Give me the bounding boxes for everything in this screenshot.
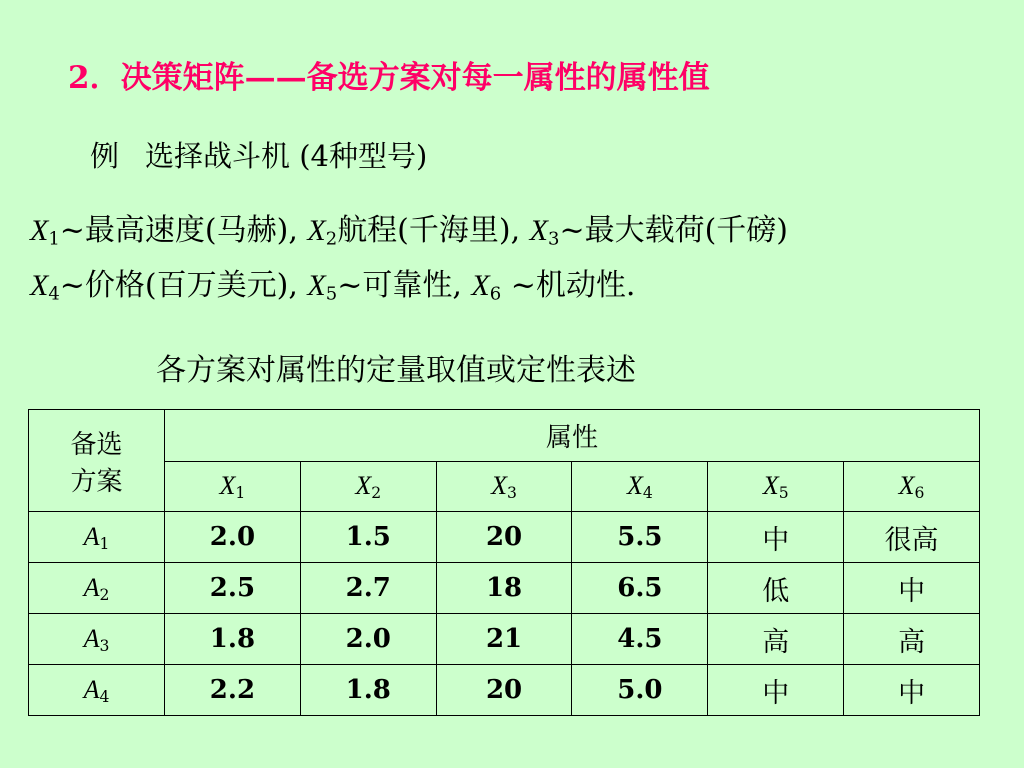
table-cell: 2.0 bbox=[165, 512, 301, 563]
table-caption: 各方案对属性的定量取值或定性表述 bbox=[156, 353, 636, 388]
table-cell: 5.0 bbox=[572, 665, 708, 716]
table-cell: 4.5 bbox=[572, 614, 708, 665]
attr-def-x3: $X_3\sim$最大载荷(千磅) bbox=[529, 213, 788, 250]
row-header-a4: $A_4$ bbox=[29, 665, 165, 716]
table-cell: 很高 bbox=[844, 512, 980, 563]
table-cell: 2.2 bbox=[165, 665, 301, 716]
example-text: 选择战斗机 (4种型号) bbox=[145, 139, 428, 173]
column-header-x2: $X_2$ bbox=[300, 462, 436, 512]
table-cell: 低 bbox=[708, 563, 844, 614]
column-header-x3: $X_3$ bbox=[436, 462, 572, 512]
example-label: 例 bbox=[90, 139, 120, 173]
decision-matrix-table-container bbox=[28, 409, 980, 716]
example-line bbox=[90, 134, 427, 175]
column-header-x4: $X_4$ bbox=[572, 462, 708, 512]
table-row bbox=[29, 665, 980, 716]
slide-title: 2．决策矩阵——备选方案对每一属性的属性值 bbox=[68, 60, 710, 96]
table-cell: 21 bbox=[436, 614, 572, 665]
row-header-a3: $A_3$ bbox=[29, 614, 165, 665]
attr-def-x2: $X_2$航程(千海里), bbox=[307, 213, 530, 250]
table-cell: 1.8 bbox=[300, 665, 436, 716]
corner-header bbox=[29, 410, 165, 512]
table-row bbox=[29, 614, 980, 665]
attr-def-x6: $X_6$ ~机动性. bbox=[471, 268, 636, 305]
table-cell: 2.7 bbox=[300, 563, 436, 614]
table-cell: 18 bbox=[436, 563, 572, 614]
column-header-x1: $X_1$ bbox=[165, 462, 301, 512]
table-cell: 1.8 bbox=[165, 614, 301, 665]
table-cell: 2.5 bbox=[165, 563, 301, 614]
table-cell: 高 bbox=[708, 614, 844, 665]
table-cell: 6.5 bbox=[572, 563, 708, 614]
corner-header-line-1: 备选 bbox=[70, 429, 123, 460]
row-header-a2: $A_2$ bbox=[29, 563, 165, 614]
attribute-definitions-line-2 bbox=[30, 260, 635, 305]
row-header-a1: $A_1$ bbox=[29, 512, 165, 563]
table-row bbox=[29, 563, 980, 614]
table-cell: 20 bbox=[436, 665, 572, 716]
column-header-x6: $X_6$ bbox=[844, 462, 980, 512]
table-cell: 5.5 bbox=[572, 512, 708, 563]
attribute-group-header: 属性 bbox=[165, 410, 980, 462]
table-cell: 中 bbox=[708, 512, 844, 563]
corner-header-line-2: 方案 bbox=[70, 466, 123, 497]
attr-def-x4: $X_4\sim$价格(百万美元), bbox=[30, 268, 308, 305]
table-row bbox=[29, 512, 980, 563]
attr-def-x5: $X_5\sim$可靠性, bbox=[307, 268, 472, 305]
table-cell: 中 bbox=[844, 665, 980, 716]
table-cell: 中 bbox=[844, 563, 980, 614]
table-cell: 20 bbox=[436, 512, 572, 563]
table-cell: 1.5 bbox=[300, 512, 436, 563]
decision-matrix-table bbox=[28, 409, 980, 716]
attr-def-x1: $X_1\sim$最高速度(马赫), bbox=[30, 213, 308, 250]
attribute-definitions-line-1 bbox=[30, 205, 788, 250]
column-header-x5: $X_5$ bbox=[708, 462, 844, 512]
table-cell: 中 bbox=[708, 665, 844, 716]
table-cell: 高 bbox=[844, 614, 980, 665]
table-cell: 2.0 bbox=[300, 614, 436, 665]
